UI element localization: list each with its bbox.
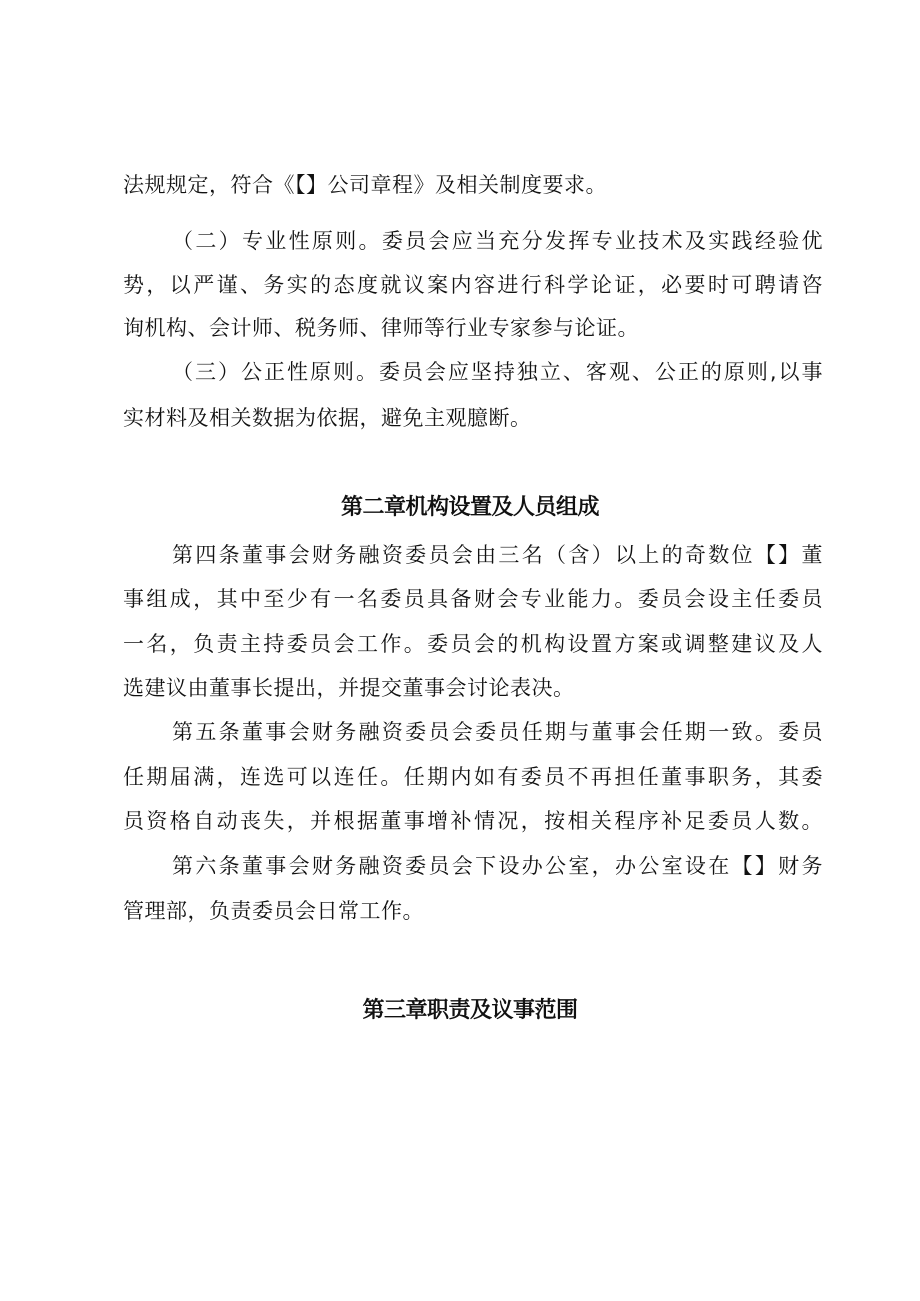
chapter-2-line-8: 第六条董事会财务融资委员会下设办公室，办公室设在【】财务 xyxy=(172,854,823,878)
principles-line-6: 实材料及相关数据为依据，避免主观臆断。 xyxy=(123,406,532,430)
chapter-2-line-7: 员资格自动丧失，并根据董事增补情况，按相关程序补足委员人数。 xyxy=(123,809,823,833)
principles-line-2: （二）专业性原则。委员会应当充分发挥专业技术及实践经验优 xyxy=(172,229,823,253)
chapter-2-line-9: 管理部，负责委员会日常工作。 xyxy=(123,899,424,923)
chapter-2-line-5: 第五条董事会财务融资委员会委员任期与董事会任期一致。委员 xyxy=(172,720,823,744)
principles-line-3: 势，以严谨、务实的态度就议案内容进行科学论证，必要时可聘请咨 xyxy=(123,273,823,297)
chapter-2-line-4: 选建议由董事长提出，并提交董事会讨论表决。 xyxy=(123,676,575,700)
chapter-2-line-3: 一名，负责主持委员会工作。委员会的机构设置方案或调整建议及人 xyxy=(123,632,823,656)
principles-line-1: 法规规定，符合《【】公司章程》及相关制度要求。 xyxy=(123,173,607,197)
chapter-3-title: 第三章职责及议事范围 xyxy=(362,998,578,1023)
principles-line-4: 询机构、会计师、税务师、律师等行业专家参与论证。 xyxy=(123,316,639,340)
chapter-2-line-2: 事组成，其中至少有一名委员具备财会专业能力。委员会设主任委员 xyxy=(123,587,823,611)
chapter-2-title: 第二章机构设置及人员组成 xyxy=(340,495,599,520)
chapter-2-line-1: 第四条董事会财务融资委员会由三名（含）以上的奇数位【】董 xyxy=(172,543,823,567)
chapter-2-line-6: 任期届满，连选可以连任。任期内如有委员不再担任董事职务，其委 xyxy=(123,765,823,789)
principles-line-5: （三）公正性原则。委员会应坚持独立、客观、公正的原则,以事 xyxy=(172,360,823,384)
